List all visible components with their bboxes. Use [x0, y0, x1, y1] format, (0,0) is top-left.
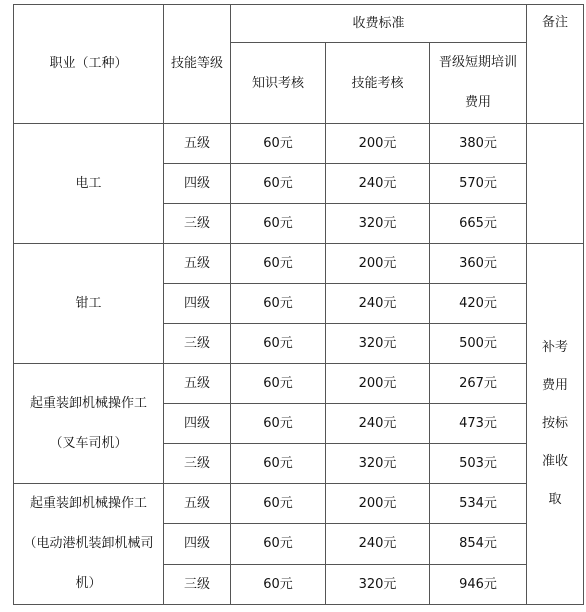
occupation-cell: 钳工 — [14, 244, 164, 364]
table-row — [14, 244, 584, 284]
knowledge-fee-cell: 60元 — [231, 484, 326, 524]
remark-cell: 补考费用按标准收取 — [527, 244, 584, 605]
knowledge-fee-cell: 60元 — [231, 404, 326, 444]
knowledge-fee-cell: 60元 — [231, 324, 326, 364]
header-knowledge-exam: 知识考核 — [231, 43, 326, 124]
header-skill-exam: 技能考核 — [326, 43, 430, 124]
training-fee-cell: 420元 — [430, 284, 527, 324]
training-fee-cell: 946元 — [430, 564, 527, 604]
skill-fee-cell: 240元 — [326, 164, 430, 204]
knowledge-fee-cell: 60元 — [231, 524, 326, 564]
knowledge-fee-cell: 60元 — [231, 284, 326, 324]
level-cell: 四级 — [164, 404, 231, 444]
training-fee-cell: 570元 — [430, 164, 527, 204]
training-fee-cell: 267元 — [430, 364, 527, 404]
level-cell: 四级 — [164, 164, 231, 204]
level-cell: 五级 — [164, 364, 231, 404]
level-cell: 四级 — [164, 284, 231, 324]
skill-fee-cell: 240元 — [326, 284, 430, 324]
skill-fee-cell: 240元 — [326, 524, 430, 564]
table-row — [14, 484, 584, 524]
header-fee-standard: 收费标准 — [231, 5, 527, 43]
training-fee-cell: 360元 — [430, 244, 527, 284]
level-cell: 五级 — [164, 124, 231, 164]
level-cell: 三级 — [164, 204, 231, 244]
level-cell: 五级 — [164, 244, 231, 284]
level-cell: 五级 — [164, 484, 231, 524]
table-row — [14, 364, 584, 404]
occupation-cell: 电工 — [14, 124, 164, 244]
level-cell: 三级 — [164, 564, 231, 604]
training-fee-cell: 473元 — [430, 404, 527, 444]
table-row — [14, 124, 584, 164]
occupation-cell: 起重装卸机械操作工（叉车司机） — [14, 364, 164, 484]
knowledge-fee-cell: 60元 — [231, 204, 326, 244]
knowledge-fee-cell: 60元 — [231, 164, 326, 204]
training-fee-cell: 503元 — [430, 444, 527, 484]
skill-fee-cell: 200元 — [326, 244, 430, 284]
level-cell: 三级 — [164, 444, 231, 484]
level-cell: 三级 — [164, 324, 231, 364]
skill-fee-cell: 320元 — [326, 204, 430, 244]
knowledge-fee-cell: 60元 — [231, 564, 326, 604]
training-fee-cell: 854元 — [430, 524, 527, 564]
skill-fee-cell: 320元 — [326, 324, 430, 364]
header-occupation: 职业（工种） — [14, 5, 164, 124]
training-fee-cell: 380元 — [430, 124, 527, 164]
occupation-cell: 起重装卸机械操作工（电动港机装卸机械司机） — [14, 484, 164, 605]
knowledge-fee-cell: 60元 — [231, 244, 326, 284]
skill-fee-cell: 240元 — [326, 404, 430, 444]
skill-fee-cell: 200元 — [326, 364, 430, 404]
header-row-1 — [14, 5, 584, 43]
header-skill-level: 技能等级 — [164, 5, 231, 124]
training-fee-cell: 500元 — [430, 324, 527, 364]
skill-fee-cell: 320元 — [326, 564, 430, 604]
knowledge-fee-cell: 60元 — [231, 124, 326, 164]
knowledge-fee-cell: 60元 — [231, 444, 326, 484]
level-cell: 四级 — [164, 524, 231, 564]
training-fee-cell: 665元 — [430, 204, 527, 244]
header-training-fee: 晋级短期培训费用 — [430, 43, 527, 124]
remark-empty-cell — [527, 124, 584, 244]
header-remark: 备注 — [527, 5, 584, 124]
skill-fee-cell: 320元 — [326, 444, 430, 484]
fee-standard-table — [13, 4, 584, 605]
table-body — [14, 5, 584, 605]
knowledge-fee-cell: 60元 — [231, 364, 326, 404]
training-fee-cell: 534元 — [430, 484, 527, 524]
skill-fee-cell: 200元 — [326, 484, 430, 524]
skill-fee-cell: 200元 — [326, 124, 430, 164]
